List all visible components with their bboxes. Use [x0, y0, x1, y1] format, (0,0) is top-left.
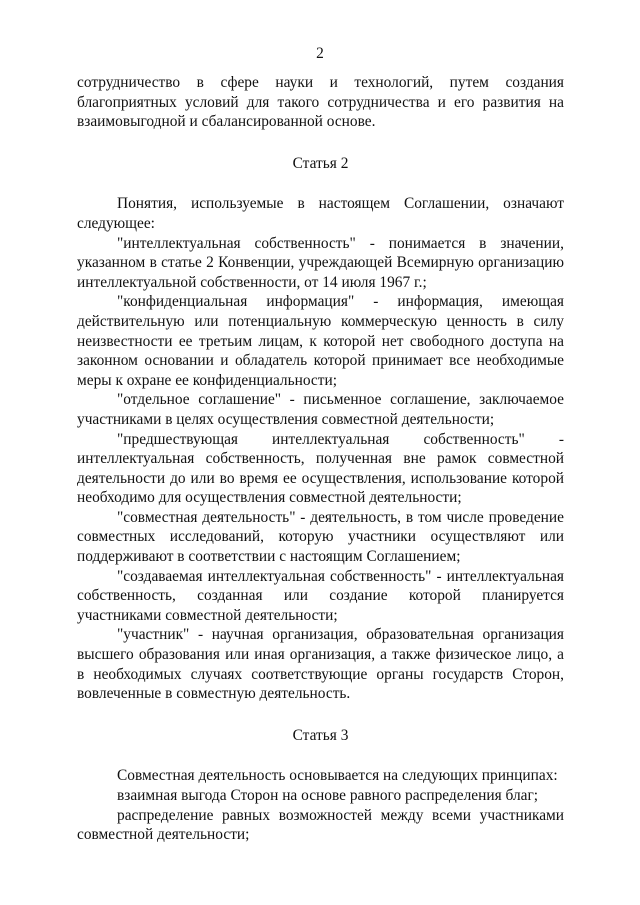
article-2-heading: Статья 2	[292, 154, 349, 172]
definition-joint-activity: "совместная деятельность" - деятельность, в том числе проведение совместных исследований, которую участники осуществляют или поддерживают в соответствии с настоящим Соглашением;	[77, 508, 564, 566]
article-3-paragraph: Совместная деятельность основывается на следующих принципах:	[117, 767, 558, 785]
definition-background-ip: "предшествующая интеллектуальная собственность" - интеллектуальная собственность, полученная вне рамок совместной деятельности до или во время ее осуществления, использование которой необходимо для осуществления совместной деятельности;	[77, 430, 564, 507]
article-3-heading: Статья 3	[292, 726, 349, 744]
definition-intellectual-property: "интеллектуальная собственность" - понимается в значении, указанном в статье 2 Конвенции, учреждающей Всемирную организацию интеллектуальной собственности, от 14 июля 1967 г.;	[77, 234, 564, 291]
article-3-paragraph: взаимная выгода Сторон на основе равного распределения благ;	[117, 787, 539, 804]
definition-participant: "участник" - научная организация, образовательная организация высшего образования или иная организация, а также физическое лицо, а в необходимых случаях соответствующие органы государств Сторон, вовлеченные в совместную деятельность.	[77, 626, 564, 703]
document-body	[77, 73, 564, 845]
definition-foreground-ip: "создаваемая интеллектуальная собственность" - интеллектуальная собственность, созданная или создание которой планируется участниками совместной деятельности;	[77, 567, 564, 624]
article-2-intro: Понятия, используемые в настоящем Соглашении, означают следующее:	[77, 195, 564, 232]
definition-separate-agreement: "отдельное соглашение" - письменное соглашение, заключаемое участниками в целях осуществления совместной деятельности;	[77, 391, 564, 428]
page-number: 2	[316, 45, 324, 62]
article-3-paragraph: распределение равных возможностей между всеми участниками совместной деятельности;	[77, 806, 564, 844]
definition-confidential-information: "конфиденциальная информация" - информация, имеющая действительную или потенциальную коммерческую ценность в силу неизвестности ее третьим лицам, к которой нет свободного доступа на законном основании и обладатель которой принимает все необходимые меры к охране ее конфиденциальности;	[77, 293, 564, 389]
intro-paragraph: сотрудничество в сфере науки и технологий, путем создания благоприятных условий для такого сотрудничества и его развития на взаимовыгодной и сбалансированной основе.	[77, 74, 564, 131]
